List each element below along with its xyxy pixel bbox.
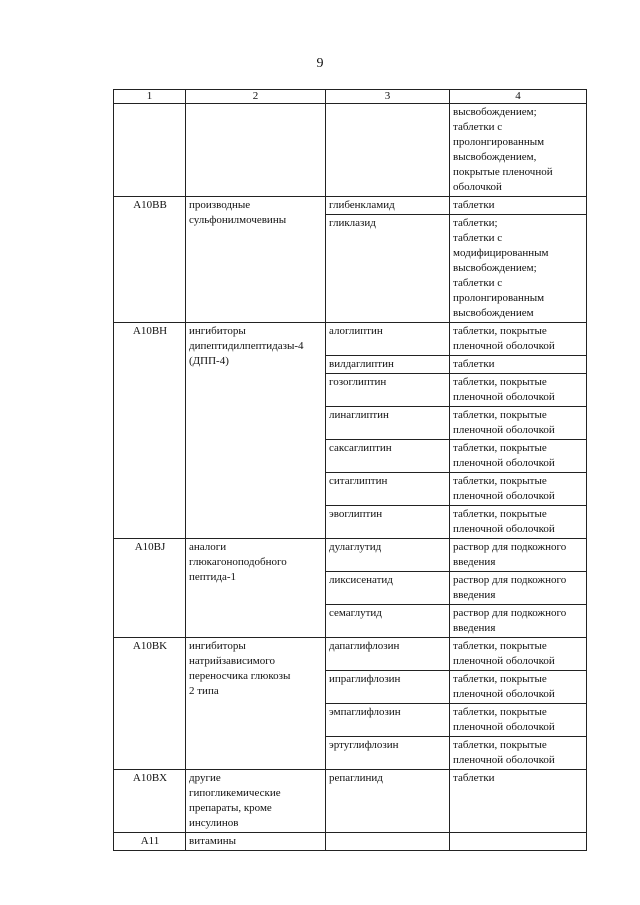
group-name-line: пептида-1 [189,571,236,583]
dosage-form-cell [450,737,587,770]
dosage-form-cell [450,506,587,539]
group-name-line: другие [189,772,221,784]
form-line: пролонгированным [453,136,545,148]
form-line: таблетки [453,772,495,784]
group-name-line: сульфонилмочевины [189,214,287,226]
form-line: пленочной оболочкой [453,457,555,469]
form-line: пленочной оболочкой [453,391,555,403]
form-line: таблетки; [453,217,498,229]
form-line: пролонгированным [453,292,545,304]
group-name-line: препараты, кроме [189,802,272,814]
table-row [114,638,587,671]
page-number: 9 [316,56,324,71]
header-col-2: 2 [186,90,326,104]
form-line: высвобождением; [453,262,537,274]
group-name-cell [186,638,326,770]
dosage-form-cell [450,671,587,704]
dosage-form-cell [450,197,587,215]
continuation-row [114,104,587,197]
form-line: оболочкой [453,181,502,193]
form-line: таблетки [453,199,495,211]
drug-name-cell: ипраглифлозин [326,671,450,704]
form-line: пленочной оболочкой [453,424,555,436]
form-line: таблетки, покрытые [453,325,547,337]
dosage-form-cell [450,374,587,407]
form-line: раствор для подкожного [453,607,567,619]
form-line: покрытые пленочной [453,166,553,178]
form-line: таблетки, покрытые [453,376,547,388]
group-name-line: витамины [189,835,237,847]
drug-name-cell: семаглутид [326,605,450,638]
group-name-line: (ДПП-4) [189,355,229,367]
form-line: таблетки, покрытые [453,739,547,751]
form-line: модифицированным [453,247,549,259]
group-name-line: инсулинов [189,817,239,829]
dosage-form-cell [450,407,587,440]
form-line: таблетки, покрытые [453,475,547,487]
group-name-cell [186,833,326,851]
form-line: таблетки, покрытые [453,640,547,652]
group-name-line: натрийзависимого [189,655,275,667]
header-row [114,90,587,104]
group-name-line: ингибиторы [189,325,246,337]
group-name-cell [186,770,326,833]
form-line: введения [453,622,496,634]
group-name-line: дипептидилпептидазы-4 [189,340,304,352]
form-line: пленочной оболочкой [453,754,555,766]
drug-name-cell: гозоглиптин [326,374,450,407]
form-line: пленочной оболочкой [453,655,555,667]
form-line: таблетки, покрытые [453,409,547,421]
header-col-4: 4 [450,90,587,104]
group-name-line: гипогликемические [189,787,281,799]
drug-name-cell: ситаглиптин [326,473,450,506]
form-line: таблетки, покрытые [453,673,547,685]
drug-name-cell: дапаглифлозин [326,638,450,671]
dosage-form-cell [450,356,587,374]
drug-name-cell: линаглиптин [326,407,450,440]
form-line: таблетки, покрытые [453,706,547,718]
dosage-form-cell [450,605,587,638]
form-line: таблетки с [453,277,503,289]
form-line: раствор для подкожного [453,541,567,553]
atc-code-cell: A11 [114,833,186,851]
continuation-name-cell [186,104,326,197]
dosage-form-cell [450,638,587,671]
group-name-line: 2 типа [189,685,219,697]
form-line: пленочной оболочкой [453,523,555,535]
drug-name-cell: ликсисенатид [326,572,450,605]
continuation-form-cell [450,104,587,197]
header-col-1: 1 [114,90,186,104]
atc-code-cell: A10BJ [114,539,186,638]
header-col-3: 3 [326,90,450,104]
dosage-form-cell [450,572,587,605]
dosage-form-cell [450,770,587,833]
group-name-cell [186,539,326,638]
drug-name-cell: вилдаглиптин [326,356,450,374]
drug-name-cell: дулаглутид [326,539,450,572]
drug-name-cell: алоглиптин [326,323,450,356]
drug-name-cell: эмпаглифлозин [326,704,450,737]
form-line: таблетки с [453,232,503,244]
drug-name-cell: репаглинид [326,770,450,833]
dosage-form-cell [450,539,587,572]
form-line: пленочной оболочкой [453,721,555,733]
table-row [114,833,587,851]
group-name-cell [186,323,326,539]
group-name-line: аналоги [189,541,227,553]
form-line: раствор для подкожного [453,574,567,586]
table-row [114,323,587,356]
continuation-code-cell [114,104,186,197]
form-line: таблетки, покрытые [453,508,547,520]
form-line: пленочной оболочкой [453,688,555,700]
drug-name-cell: глибенкламид [326,197,450,215]
group-name-line: переносчика глюкозы [189,670,291,682]
group-name-cell [186,197,326,323]
form-line: пленочной оболочкой [453,340,555,352]
form-line: таблетки [453,358,495,370]
group-name-line: производные [189,199,251,211]
atc-code-cell: A10BB [114,197,186,323]
dosage-form-cell [450,215,587,323]
form-line: таблетки с [453,121,503,133]
dosage-form-cell [450,473,587,506]
dosage-form-cell [450,833,587,851]
group-name-line: глюкагоноподобного [189,556,287,568]
group-name-line: ингибиторы [189,640,246,652]
dosage-form-cell [450,440,587,473]
atc-code-cell: A10BK [114,638,186,770]
drug-name-cell: гликлазид [326,215,450,323]
table-row [114,539,587,572]
drug-name-cell: эртуглифлозин [326,737,450,770]
drug-table [113,89,587,851]
dosage-form-cell [450,323,587,356]
form-line: введения [453,556,496,568]
form-line: высвобождением [453,307,534,319]
form-line: таблетки, покрытые [453,442,547,454]
atc-code-cell: A10BH [114,323,186,539]
atc-code-cell: A10BX [114,770,186,833]
form-line: высвобождением; [453,106,537,118]
continuation-drug-cell [326,104,450,197]
drug-name-cell: эвоглиптин [326,506,450,539]
form-line: высвобождением, [453,151,537,163]
dosage-form-cell [450,704,587,737]
drug-name-cell: саксаглиптин [326,440,450,473]
drug-name-cell [326,833,450,851]
form-line: пленочной оболочкой [453,490,555,502]
table-row [114,197,587,215]
table-row [114,770,587,833]
form-line: введения [453,589,496,601]
